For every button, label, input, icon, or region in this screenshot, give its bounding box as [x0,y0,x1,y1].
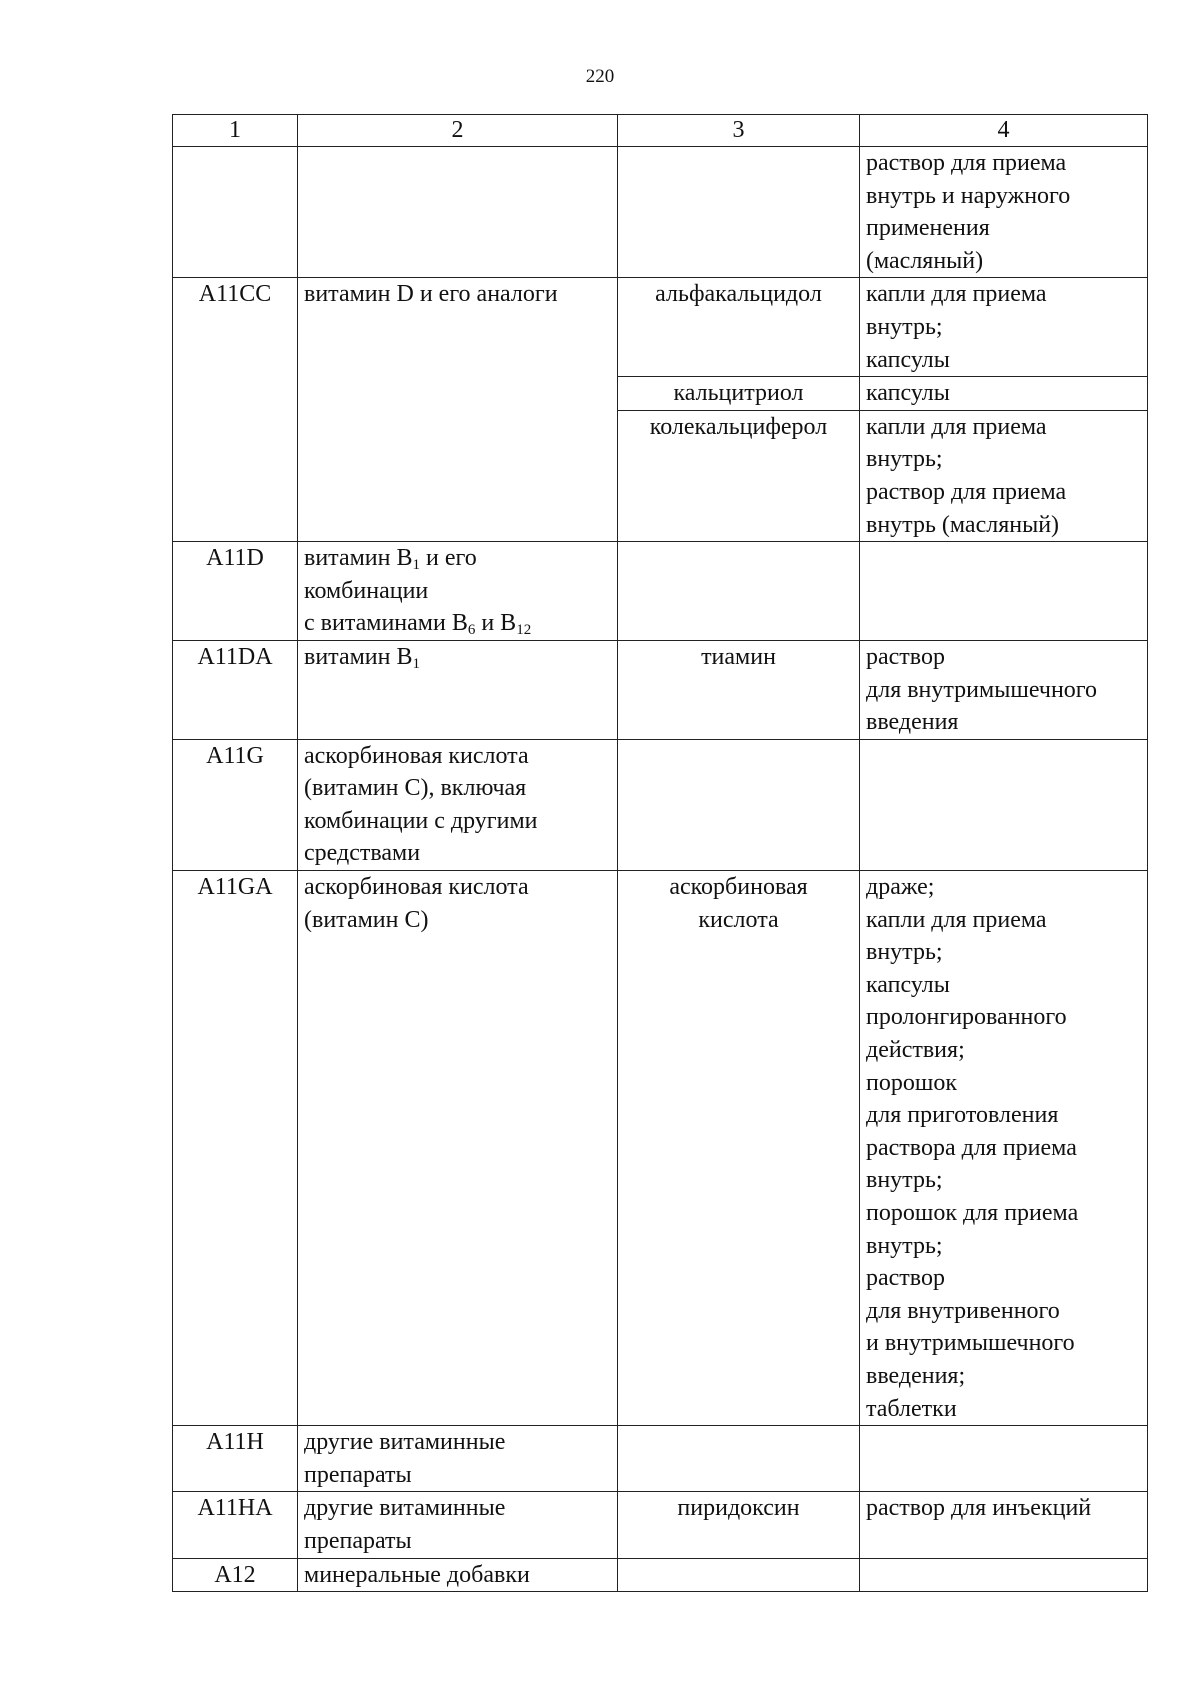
name-text: витамин B [304,643,413,670]
name-text: витамин B [304,545,413,572]
subscript: 12 [516,622,532,639]
drug-name-cell [618,147,860,278]
dosage-form-cell: капли для приема внутрь; капсулы [860,278,1148,377]
atc-code-cell: A11H [173,1426,298,1492]
drug-name-cell: тиамин [618,640,860,739]
drug-name-cell [618,542,860,641]
dosage-form-cell [860,542,1148,641]
dosage-form-cell [860,739,1148,870]
name-text: и B [475,610,517,637]
atc-code-cell: A11G [173,739,298,870]
dosage-form-cell: раствор для внутримышечного введения [860,640,1148,739]
table-row [173,871,1148,1426]
drug-name-cell: колекальциферол [618,410,860,541]
column-header: 1 [173,115,298,147]
group-name-cell: аскорбиновая кислота (витамин C), включая комбинации с другими средствами [298,739,618,870]
dosage-form-cell [860,1426,1148,1492]
dosage-form-cell: капли для приема внутрь; раствор для приема внутрь (масляный) [860,410,1148,541]
column-header: 2 [298,115,618,147]
column-header: 4 [860,115,1148,147]
subscript: 6 [467,622,476,639]
group-name-cell: другие витаминные препараты [298,1492,618,1558]
table-row [173,278,1148,377]
atc-code-cell: A12 [173,1558,298,1592]
subscript: 1 [412,557,420,574]
page-number: 220 [585,66,615,87]
table-row [173,640,1148,739]
atc-code-cell: A11DA [173,640,298,739]
atc-code-cell: A11GA [173,871,298,1426]
drug-name-cell: пиридоксин [618,1492,860,1558]
atc-code-cell [173,147,298,278]
atc-code-cell: A11D [173,542,298,641]
drug-name-cell: аскорбиновая кислота [618,871,860,1426]
group-name-cell [298,147,618,278]
drug-name-cell [618,1426,860,1492]
name-text: и его комбинации с витаминами B [304,545,477,637]
table-row [173,542,1148,641]
atc-code-cell: A11HA [173,1492,298,1558]
table-row [173,1426,1148,1492]
drug-name-cell: кальцитриол [618,377,860,411]
group-name-cell: минеральные добавки [298,1558,618,1592]
dosage-form-cell: раствор для приема внутрь и наружного применения (масляный) [860,147,1148,278]
dosage-form-cell: капсулы [860,377,1148,411]
table-row [173,1558,1148,1592]
subscript: 1 [412,655,420,672]
drug-name-cell [618,1558,860,1592]
table-row [173,739,1148,870]
dosage-form-cell: раствор для инъекций [860,1492,1148,1558]
group-name-cell [298,542,618,641]
table-header-row [173,115,1148,147]
group-name-cell [298,640,618,739]
table-row [173,147,1148,278]
drug-name-cell: альфакальцидол [618,278,860,377]
drug-table [172,114,1148,1592]
drug-name-cell [618,739,860,870]
dosage-form-cell: драже; капли для приема внутрь; капсулы пролонгированного действия; порошок для приготовления раствора для приема внутрь; порошок для приема внутрь; раствор для внутривенного и внутримышечного введения; таблетки [860,871,1148,1426]
column-header: 3 [618,115,860,147]
group-name-cell: другие витаминные препараты [298,1426,618,1492]
group-name-cell: аскорбиновая кислота (витамин C) [298,871,618,1426]
atc-code-cell: A11CC [173,278,298,542]
dosage-form-cell [860,1558,1148,1592]
table-row [173,1492,1148,1558]
group-name-cell: витамин D и его аналоги [298,278,618,542]
